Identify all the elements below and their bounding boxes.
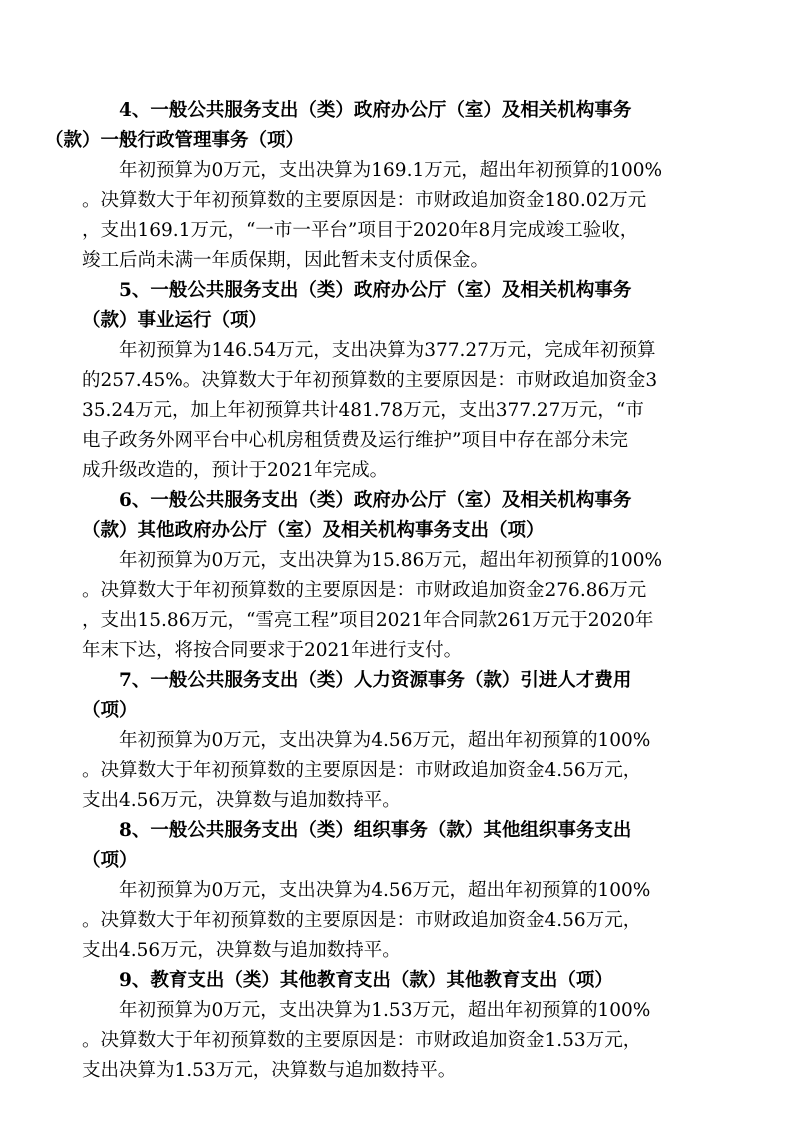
section-6 xyxy=(82,486,716,666)
section-body: 年初预算为0万元，支出决算为1.53万元，超出年初预算的100% 。决算数大于年初预算数的主要原因是：市财政追加资金1.53万元， 支出决算为1.53万元，决算数与追加数持平。 xyxy=(82,1000,651,1081)
section-7 xyxy=(82,666,716,816)
section-heading: 8、一般公共服务支出（类）组织事务（款）其他组织事务支出 （项） xyxy=(82,820,632,871)
section-body: 年初预算为0万元，支出决算为4.56万元，超出年初预算的100% 。决算数大于年初预算数的主要原因是：市财政追加资金4.56万元， 支出4.56万元，决算数与追加数持平。 xyxy=(82,880,651,961)
section-heading: 4、一般公共服务支出（类）政府办公厅（室）及相关机构事务 （款）一般行政管理事务（项） xyxy=(45,100,632,151)
document-page xyxy=(45,96,716,1086)
section-heading: 9、教育支出（类）其他教育支出（款）其他教育支出（项） xyxy=(119,970,613,991)
section-4 xyxy=(45,96,716,276)
section-heading: 7、一般公共服务支出（类）人力资源事务（款）引进人才费用 （项） xyxy=(82,670,632,721)
section-body: 年初预算为0万元，支出决算为4.56万元，超出年初预算的100% 。决算数大于年初预算数的主要原因是：市财政追加资金4.56万元， 支出4.56万元，决算数与追加数持平。 xyxy=(82,730,651,811)
section-9 xyxy=(82,966,716,1086)
section-heading: 6、一般公共服务支出（类）政府办公厅（室）及相关机构事务 （款）其他政府办公厅（室）及相关机构事务支出（项） xyxy=(82,490,632,541)
section-body: 年初预算为0万元，支出决算为169.1万元，超出年初预算的100% 。决算数大于年初预算数的主要原因是：市财政追加资金180.02万元 ，支出169.1万元，“一市一平台”项目于2020年8月完成竣工验收， 竣工后尚未满一年质保期，因此暂未支付质保金。 xyxy=(82,160,663,271)
section-body: 年初预算为0万元，支出决算为15.86万元，超出年初预算的100% 。决算数大于年初预算数的主要原因是：市财政追加资金276.86万元 ，支出15.86万元，“雪亮工程”项目2021年合同款261万元于2020年 年末下达，将按合同要求于2021年进行支付。 xyxy=(82,550,663,661)
section-8 xyxy=(82,816,716,966)
section-body: 年初预算为146.54万元，支出决算为377.27万元，完成年初预算 的257.45%。决算数大于年初预算数的主要原因是：市财政追加资金3 35.24万元，加上年初预算共计481.78万元，支出377.27万元，“市 电子政务外网平台中心机房租赁费及运行维护”项目中存在部分未完 成升级改造的，预计于2021年完成。 xyxy=(82,340,658,481)
section-5 xyxy=(82,276,716,486)
section-heading: 5、一般公共服务支出（类）政府办公厅（室）及相关机构事务 （款）事业运行（项） xyxy=(82,280,632,331)
